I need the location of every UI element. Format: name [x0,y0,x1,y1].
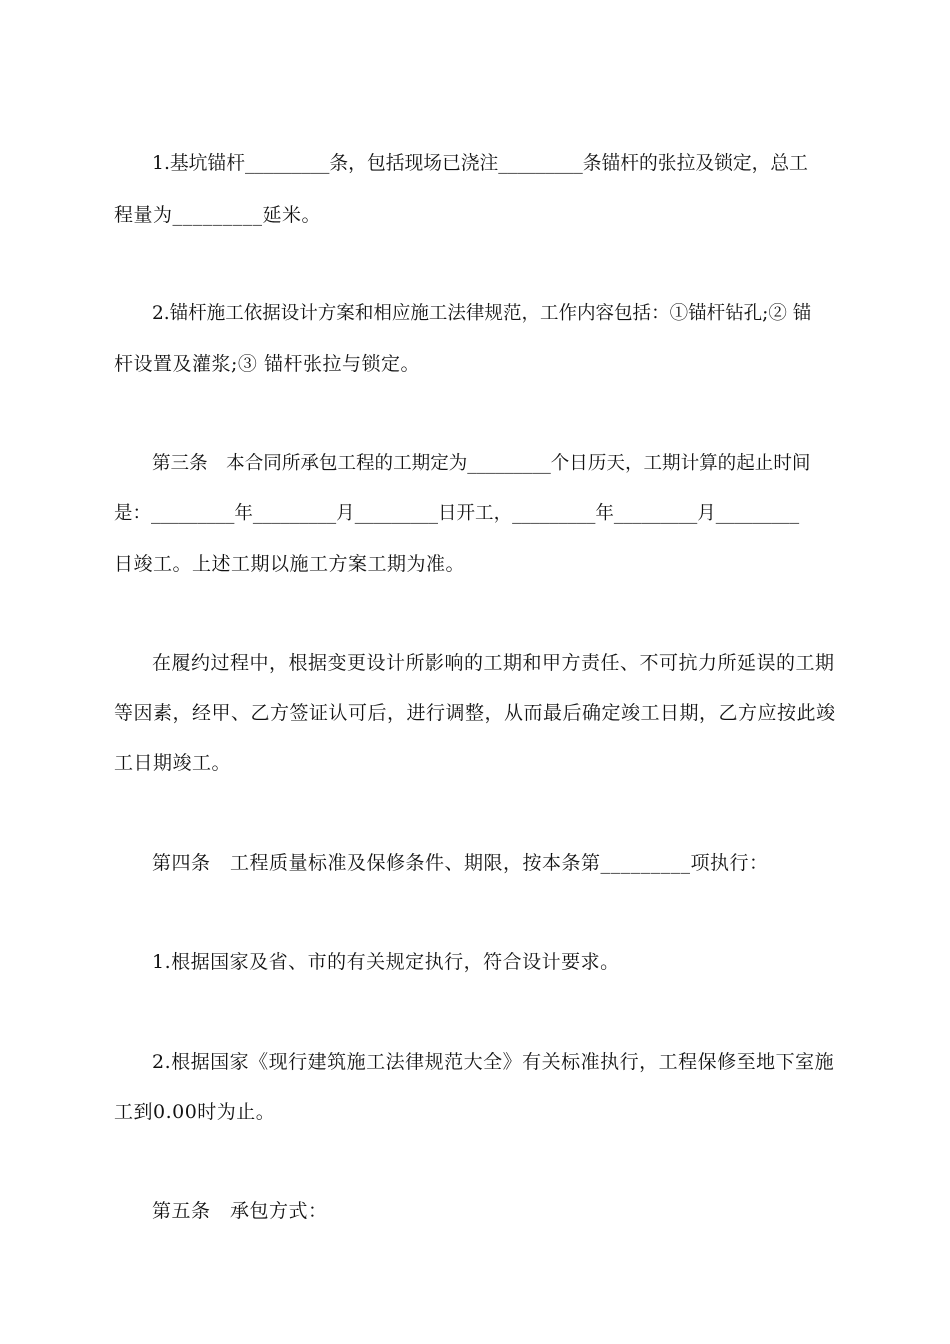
text-line: 2.锚杆施工依据设计方案和相应施工法律规范，工作内容包括：①锚杆钻孔;② 锚 [152,303,812,324]
text-line: 1.根据国家及省、市的有关规定执行，符合设计要求。 [152,951,620,973]
text-line: 第三条 本合同所承包工程的工期定为_________个日历天，工期计算的起止时间 [152,453,811,474]
text-line: 第四条 工程质量标准及保修条件、期限，按本条第_________项执行： [152,852,769,874]
text-line: 2.根据国家《现行建筑施工法律规范大全》有关标准执行，工程保修至地下室施 [152,1051,835,1073]
text-line: 等因素，经甲、乙方签证认可后，进行调整，从而最后确定竣工日期，乙方应按此竣 [114,702,836,724]
text-line: 日竣工。上述工期以施工方案工期为准。 [114,553,466,575]
text-line: 1.基坑锚杆_________条，包括现场已浇注_________条锚杆的张拉及锁定，总工 [152,153,808,174]
text-line: 杆设置及灌浆;③ 锚杆张拉与锁定。 [114,353,420,375]
text-line: 是：_________年_________月_________日开工，_________年_________月_________ [114,503,800,524]
text-line: 工日期竣工。 [114,752,232,774]
text-line: 工到0.00时为止。 [114,1101,276,1123]
text-line: 程量为_________延米。 [114,204,322,226]
text-line: 在履约过程中，根据变更设计所影响的工期和甲方责任、不可抗力所延误的工期 [152,652,835,674]
text-line: 第五条 承包方式： [152,1200,328,1222]
